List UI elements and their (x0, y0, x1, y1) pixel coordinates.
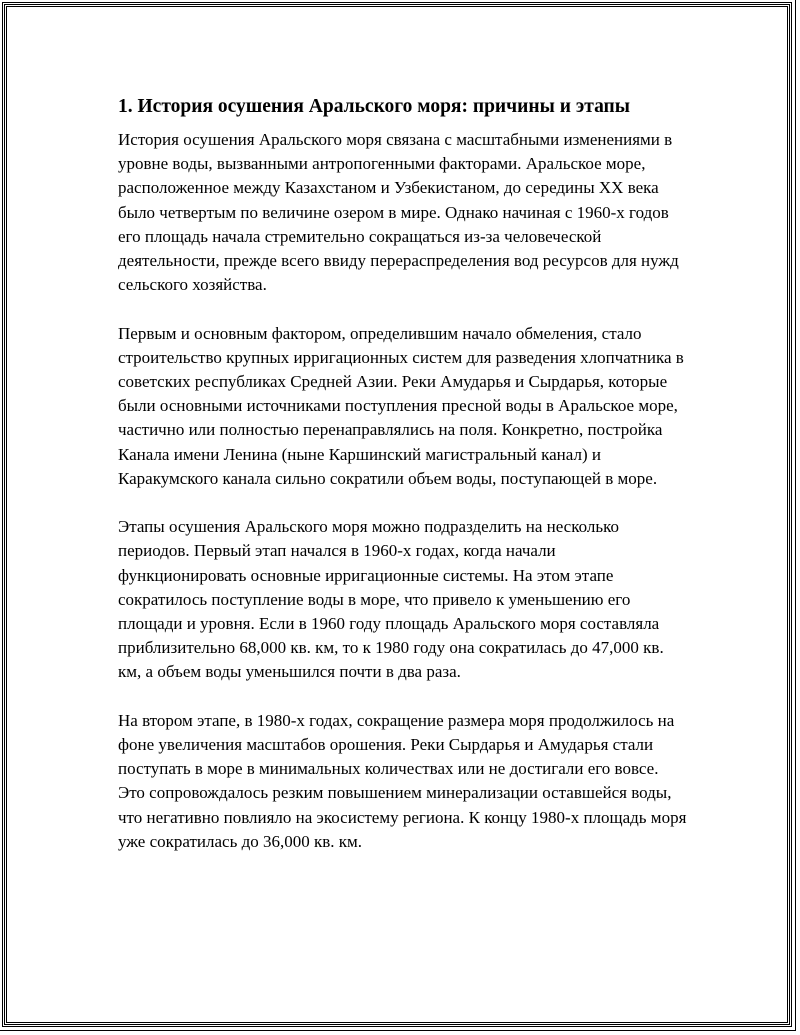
paragraph-stage-one: Этапы осушения Аральского моря можно подразделить на несколько периодов. Первый этап начался в 1960-х годах, когда начали функционировать основные ирригационные системы. На этом этапе сократилось поступление воды в море, что привело к уменьшению его площади и уровня. Если в 1960 году площадь Аральского моря составляла приблизительно 68,000 кв. км, то к 1980 году она сократилась до 47,000 кв. км, а объем воды уменьшился почти в два раза. (118, 517, 664, 682)
document-title: 1. История осушения Аральского моря: причины и этапы (118, 96, 631, 117)
paragraph-history: История осушения Аральского моря связана с масштабными изменениями в уровне воды, вызванными антропогенными факторами. Аральское море, расположенное между Казахстаном и Узбекистаном, до середины XX века было четвертым по величине озером в мире. Однако начиная с 1960-х годов его площадь начала стремительно сокращаться из-за человеческой деятельности, прежде всего ввиду перераспределения вод ресурсов для нужд сельского хозяйства. (118, 130, 679, 295)
document-body (118, 92, 688, 878)
paragraph-stage-two: На втором этапе, в 1980-х годах, сокращение размера моря продолжилось на фоне увеличения масштабов орошения. Реки Сырдарья и Амударья стали поступать в море в минимальных количествах или не достигали его вовсе. Это сопровождалось резким повышением минерализации оставшейся воды, что негативно повлияло на экосистему региона. К концу 1980-х площадь моря уже сократилась до 36,000 кв. км. (118, 710, 687, 851)
paragraph-main-factor: Первым и основным фактором, определившим начало обмеления, стало строительство крупных ирригационных систем для разведения хлопчатника в советских республиках Средней Азии. Реки Амударья и Сырдарья, которые были основными источниками поступления пресной воды в Аральское море, частично или полностью перенаправлялись на поля. Конкретно, постройка Канала имени Ленина (ныне Каршинский магистральный канал) и Каракумского канала сильно сократили объем воды, поступающей в море. (118, 323, 684, 488)
